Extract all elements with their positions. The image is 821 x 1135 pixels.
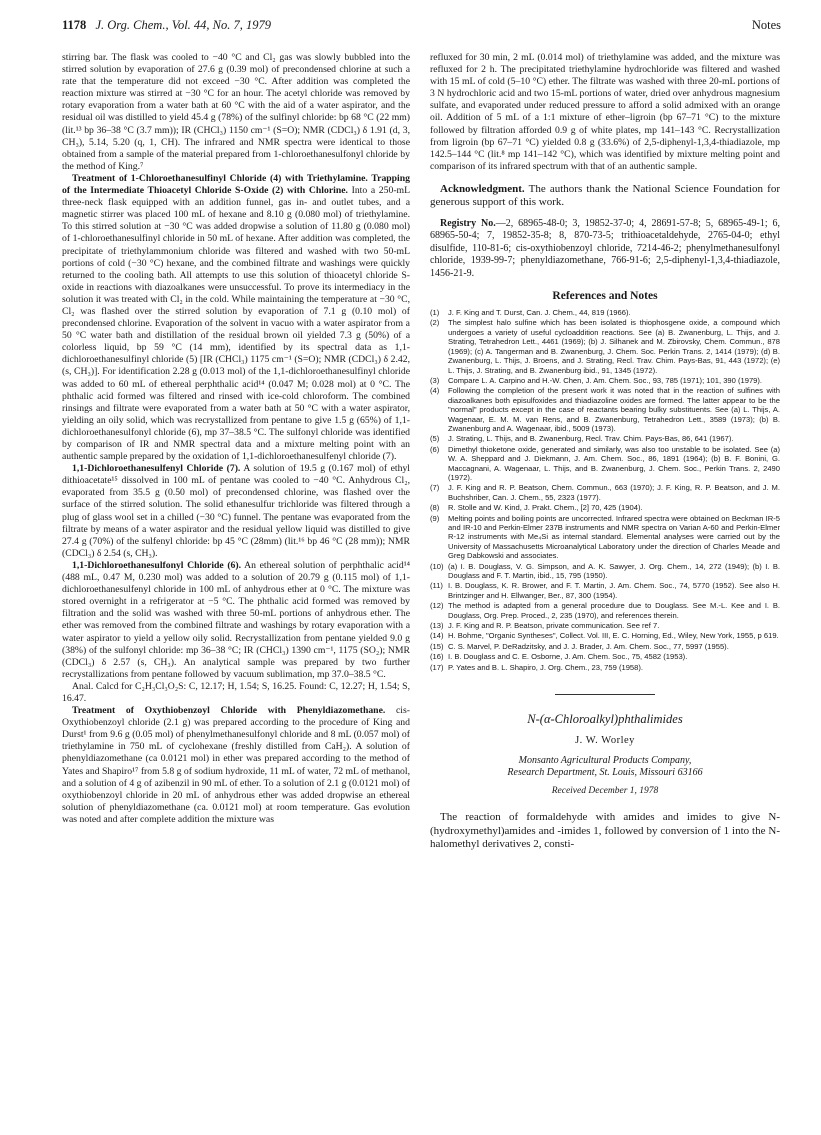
paragraph-text: Into a 250-mL three-neck flask equipped with an addition funnel, gas in- and outlet tubes, and a magnetic stirrer was placed 100 mL of hexane and 8.10 g (0.080 mol) of triethylamine. To this stirred solution at −30 °C was added dropwise a solution of 11.80 g (0.080 mol) of 1-chloroethanesulfinyl chloride in 50 mL of hexane. After addition was completed, the precipitate of triethylammonium chloride was filtered and washed with two 50-mL portions of cold (−30 °C) hexane, and the combined filtrate and washings were quickly returned to the cooling bath. All attempts to use this solution of thioacetyl chloride S-oxide in reactions with diazoalkanes were unsuccessful. To prove its intermediacy in the solution it was treated with Cl₂ in the cold. While maintaining the temperature at −30 °C, Cl₂ was flashed over the stirred solution by evaporation of 7.1 g (0.10 mol) of precondensed chlorine. Evaporation of the solvent in vacuo with a water aspirator from a 50 °C water bath and distillation of the residual brown oil yielded 7.3 g (50%) of a colorless liquid, bp 59 °C (14 mm), identified by its spectral data as 1,1-dichloroethanesulfinyl chloride (5) [IR (CHCl₃) 1175 cm⁻¹ (S=O); NMR (CDCl₃) δ 2.42, (s, CH₃)]. For identification 2.28 g (0.013 mol) of the 1,1-dichloroethanesulfinyl chloride was added to 60 mL of ethereal perphthalic acid¹⁴ (0.047 M; 0.028 mol) at 0 °C. The phthalic acid formed was filtered and rinsed with ice-cold chloroform. The combined rinsings and filtrate were evaporated from a water bath at 50 °C with a water aspirator, yielding an oily solid, which was recrystallized from pentane to give 1.5 g (65%) of 1,1-dichloroethanesulfonyl chloride (6), mp 37–38.5 °C. The sulfonyl chloride was identified by comparison of IR and NMR spectral data and a mixture melting point with an authentic sample prepared by the oxidation of 1,1-dichloroethanesulfenyl chloride (7). [62, 185, 410, 463]
reference-item [430, 483, 780, 502]
paragraph-text: An ethereal solution of perphthalic acid¹⁴ (488 mL, 0.47 M, 0.230 mol) was added to a solution of 20.79 g (0.115 mol) of 1,1-dichloroethanesulfenyl chloride in 100 mL of anhydrous ether at 0 °C. The mixture was stored overnight in a refrigerator at −5 °C. The phthalic acid formed was removed by filtration and the solid was washed with three 50-mL portions of anhydrous ether. The ether was removed from the combined filtrate and washings by rotary evaporation with a water aspirator to yield a yellow oily solid. Recrystallization from pentane yielded 9.0 g (38%) of the sulfonyl chloride: mp 36–38 °C; IR (CHCl₃) 1390 cm⁻¹, 1175 (SO₂); NMR (CDCl₃) δ 2.57 (s, CH₃). An analytical sample was prepared by two further recrystallizations from pentane followed by vacuum sublimation, mp 37.0–38.5 °C. [62, 559, 410, 680]
reference-number: (13) [430, 621, 444, 631]
reference-item [430, 581, 780, 600]
page-header [62, 18, 781, 36]
reference-text: Dimethyl thioketone oxide, generated and similarly, was also too unstable to be isolated. See (a) W. A. Sheppard and J. Diekmann, J. Am. Chem. Soc., 86, 1891 (1964); (b) B. F. Bonini, G. Maccagnani, A. Wagenaar, L. Thijs, and B. Zwanenburg, J. Chem. Soc., Perkin Trans. 2, 2490 (1972). [448, 444, 780, 482]
reference-text: Following the completion of the present work it was noted that in the reaction of sulfines with diazoalkanes both episulfoxides and thiadiazoline oxides are formed. The latter appear to be the "normal" products except in the case of reactants bearing bulky substituents. See (a) L. Thijs, A. Wagenaar, E. M. M. van Rens, and B. Zwanenburg, Tetrahedron Lett., 3589 (1973); (b) B. Zwanenburg and A. Wagenaar, ibid., 5009 (1973). [448, 386, 780, 433]
reference-item [430, 318, 780, 374]
section-heading: Treatment of 1-Chloroethanesulfinyl Chloride (4) with Triethylamine. Trapping of the Intermediate Thioacetyl Chloride S-Oxide (2) with Chlorine. [62, 172, 410, 197]
article-title: N-(α-Chloroalkyl)phthalimides [527, 712, 683, 727]
reference-text: Compare L. A. Carpino and H.-W. Chen, J. Am. Chem. Soc., 93, 785 (1971); 101, 390 (1979). [448, 375, 763, 385]
reference-number: (14) [430, 631, 444, 641]
reference-item [430, 503, 780, 512]
registry-text: —2, 68965-48-0; 3, 19852-37-0; 4, 28691-57-8; 5, 68965-49-1; 6, 68965-50-4; 7, 19852-35-8; 8, 870-73-5; trithioacetaldehyde, 2765-04-0; ethyl disulfide, 110-81-6; cis-oxythiobenzoyl chloride, 7214-46-2; phenylmethanesulfonyl chloride, 1939-99-7; phenyldiazomethane, 766-91-6; 2,5-diphenyl-1,3,4-thiadiazole, 1456-21-9. [430, 217, 780, 279]
reference-text: J. F. King and T. Durst, Can. J. Chem., 44, 819 (1966). [448, 308, 631, 318]
paragraph [62, 705, 410, 826]
left-column [62, 52, 410, 826]
paragraph [62, 463, 410, 560]
reference-text: R. Stolle and W. Kind, J. Prakt. Chem., [2] 70, 425 (1904). [448, 503, 643, 513]
reference-item [430, 514, 780, 561]
affiliation-line-1: Monsanto Agricultural Products Company, [518, 755, 692, 767]
reference-text: J. F. King and R. P. Beatson, private communication. See ref 7. [448, 621, 660, 631]
article-divider [555, 694, 655, 695]
article-author: J. W. Worley [575, 735, 635, 747]
article-intro: The reaction of formaldehyde with amides and imides to give N-(hydroxymethyl)amides and -imides 1, followed by conversion of 1 into the N-halomethyl derivatives 2, consti- [430, 811, 780, 851]
reference-number: (4) [430, 386, 440, 396]
references-list [430, 308, 780, 672]
acknowledgment-heading: Acknowledgment. [440, 182, 525, 195]
acknowledgment-text: The authors thank the National Science Foundation for generous support of this work. [430, 182, 780, 209]
reference-text: I. B. Douglass and C. E. Osborne, J. Am. Chem. Soc., 75, 4582 (1953). [448, 652, 688, 662]
reference-number: (9) [430, 513, 440, 523]
reference-number: (6) [430, 444, 440, 454]
reference-text: J. Strating, L. Thijs, and B. Zwanenburg, Recl. Trav. Chim. Pays-Bas, 86, 641 (1967). [448, 434, 734, 444]
reference-item [430, 308, 780, 317]
reference-item [430, 445, 780, 483]
reference-item [430, 642, 780, 651]
reference-item [430, 631, 780, 640]
paragraph [62, 560, 410, 681]
section-heading: Treatment of Oxythiobenzoyl Chloride with Phenyldiazomethane. [72, 705, 386, 717]
reference-number: (8) [430, 503, 440, 513]
reference-text: I. B. Douglass, K. R. Brower, and F. T. Martin, J. Am. Chem. Soc., 74, 5770 (1952). See also H. Brintzinger and H. Ellwanger, Ber., 87, 300 (1954). [448, 581, 780, 600]
reference-item [430, 601, 780, 620]
reference-text: P. Yates and B. L. Shapiro, J. Org. Chem., 23, 759 (1958). [448, 662, 644, 672]
registry-numbers [430, 218, 780, 280]
received-date: Received December 1, 1978 [551, 786, 659, 797]
right-column [430, 52, 780, 852]
reference-item [430, 663, 780, 672]
reference-number: (17) [430, 662, 444, 672]
registry-label: Registry No. [440, 217, 496, 229]
reference-item [430, 621, 780, 630]
paragraph-text: cis-Oxythiobenzoyl chloride (2.1 g) was prepared according to the procedure of King and Durst¹ from 9.6 g (0.05 mol) of phenylmethanesulfonyl chloride and 8 mL (0.057 mol) of triethylamine in 750 mL of cyclohexane (freshly distilled from CaH₂). A solution of phenyldiazomethane (ca 0.0121 mol) in ether was prepared according to the method of Yates and Shapiro¹⁷ from 5.8 g of sodium hydroxide, 11 mL of water, 72 mL of methanol, and a solution of 4 g of azibenzil in 90 mL of ether. To a solution of 2.1 g (0.0121 mol) of oxythiobenzoyl chloride in 20 mL of anhydrous ether was added dropwise an ethereal solution of phenyldiazomethane (ca. 0.0121 mol) at room temperature. Gas evolution was noted and after complete addition the mixture was [62, 705, 410, 825]
reference-text: J. F. King and R. P. Beatson, Chem. Commun., 663 (1970); J. F. King, R. P. Beatson, and J. M. Buchshriber, Can. J. Chem., 55, 2323 (1977). [448, 483, 780, 502]
reference-number: (2) [430, 318, 440, 328]
reference-text: The method is adapted from a general procedure due to Douglass. See M.-L. Kee and I. B. Douglass, Org. Prep. Proced., 2, 235 (1970), and references therein. [448, 601, 780, 620]
paragraph: refluxed for 30 min, 2 mL (0.014 mol) of triethylamine was added, and the mixture was refluxed for 2 h. The precipitated triethylamine hydrochloride was filtered and washed with 15 mL of cold (5–10 °C) ether. The filtrate was washed with three 20-mL portions of 3 N hydrochloric acid and two 15-mL portions of water, dried over anhydrous magnesium sulfate, and evaporated under reduced pressure to afford a solid admixed with an orange oil. Addition of 5 mL of a 1:1 mixture of ether–ligroin (bp 67–71 °C) to the mixture followed by filtration afforded 0.9 g of white plates, mp 141–143 °C. Recrystallization from ligroin (bp 67–71 °C) yielded 0.8 g (33.6%) of 2,5-diphenyl-1,3,4-thiadiazole, mp 142.5–144 °C (lit.⁸ mp 141–142 °C), which was identified by mixture melting point and comparison of its infrared spectrum with that of an authentic sample. [430, 52, 780, 172]
reference-number: (5) [430, 434, 440, 444]
reference-number: (3) [430, 375, 440, 385]
affiliation-line-2: Research Department, St. Louis, Missouri 63166 [507, 767, 703, 779]
reference-item [430, 562, 780, 581]
reference-item [430, 386, 780, 433]
acknowledgment [430, 183, 780, 210]
references-heading: References and Notes [552, 289, 658, 302]
reference-number: (16) [430, 652, 444, 662]
paragraph [62, 173, 410, 463]
section-heading: 1,1-Dichloroethanesulfenyl Chloride (7). [72, 463, 241, 475]
reference-text: The simplest halo sulfine which has been isolated is thiophosgene oxide, a compound which undergoes a variety of useful cycloaddition reactions. See (a) B. Zwanenburg, L. Thijs, and J. Strating, Tetrahedron Lett., 4461 (1969); (b) J. Silhanek and M. Zbirovsky, Chem. Commun., 878 (1969); (c) A. Tangerman and B. Zwanenburg, J. Chem. Soc. Perkin Trans. 2, 1414 (1979); (d) B. Zwanenburg, L. Thijs, J. Broens, and J. Strating, Recl. Trav. Chim. Pays-Bas, 91, 443 (1972); (e) L. Thijs, J. Strating, and B. Zwanenburg ibid., 91, 1345 (1972). [448, 318, 780, 375]
reference-number: (10) [430, 561, 444, 571]
reference-item [430, 376, 780, 385]
reference-number: (1) [430, 308, 440, 318]
reference-text: (a) I. B. Douglass, V. G. Simpson, and A. K. Sawyer, J. Org. Chem., 14, 272 (1949); (b) I. B. Douglass and F. T. Martin, ibid., 15, 795 (1950). [448, 561, 780, 581]
reference-number: (7) [430, 483, 440, 493]
page-number: 1178 [62, 18, 87, 32]
reference-text: Melting points and boiling points are uncorrected. Infrared spectra were obtained on Beckman IR-5 and IR-10 and Perkin-Elmer 237B instruments and NMR spectra on Varian A-60 and Perkin-Elmer R-12 instruments with Me₄Si as internal standard. Elemental analyses were carried out by the University of Massachusetts Microanalytical Laboratory under the direction of Charles Meade and Greg Dabkowski and associates. [448, 513, 780, 561]
section-label: Notes [751, 18, 781, 32]
reference-number: (15) [430, 641, 444, 651]
reference-text: C. S. Marvel, P. DeRadzitsky, and J. J. Brader, J. Am. Chem. Soc., 77, 5997 (1955). [448, 641, 729, 651]
paragraph-text: A solution of 19.5 g (0.167 mol) of ethyl dithioacetate¹⁵ dissolved in 100 mL of pentane was cooled to −40 °C. Anhydrous Cl₂, evaporated from 35.5 g (0.50 mol) of precondensed chlorine, was flashed over the surface of the stirred solution. The solid ethanesulfur trichloride was filtered through a plug of glass wool set in a chilled (−30 °C) funnel. The pentane was evaporated from the filtrate by means of a water aspirator and the residual yellow liquid was distilled to give 27.4 g (70%) of the sulfenyl chloride: bp 45 °C (28mm) (lit.¹⁶ bp 46 °C (28 mm)); NMR (CDCl₃) δ 2.54 (s, CH₃). [62, 463, 410, 559]
paragraph: stirring bar. The flask was cooled to −40 °C and Cl₂ gas was slowly bubbled into the stirred solution by evaporation of 27.6 g (0.39 mol) of precondensed chlorine at such a rate that the temperature did not exceed −30 °C. After addition was completed the reaction mixture was stirred at −30 °C for an hour. The acetyl chloride was removed by rotary evaporation from a water bath at 60 °C with the aid of a water aspirator, and the residual oil was distilled to yield 45.4 g (78%) of the sulfinyl chloride: bp 68 °C (22 mm) (lit.¹³ bp 36–38 °C (3.7 mm)); IR (CHCl₃) 1150 cm⁻¹ (S=O); NMR (CDCl₃) δ 1.91 (d, 3, CH₃), 5.14, 5.20 (q, 1, CH). The infrared and NMR spectra were identical to those obtained from a sample of the material prepared from 1-chloroethanesulfonyl chloride by the method of King.⁷ [62, 52, 410, 172]
reference-item [430, 652, 780, 661]
reference-number: (12) [430, 601, 444, 611]
reference-number: (11) [430, 581, 443, 591]
reference-text: H. Bohme, "Organic Syntheses", Collect. Vol. III, E. C. Horning, Ed., Wiley, New York, 1955, p 619. [448, 631, 779, 641]
paragraph: Anal. Calcd for C₂H₃Cl₃O₂S: C, 12.17; H, 1.54; S, 16.25. Found: C, 12.27; H, 1.54; S, 16.47. [62, 680, 410, 704]
section-heading: 1,1-Dichloroethanesulfonyl Chloride (6). [72, 559, 242, 571]
journal-citation: J. Org. Chem., Vol. 44, No. 7, 1979 [95, 18, 272, 32]
reference-item [430, 434, 780, 443]
